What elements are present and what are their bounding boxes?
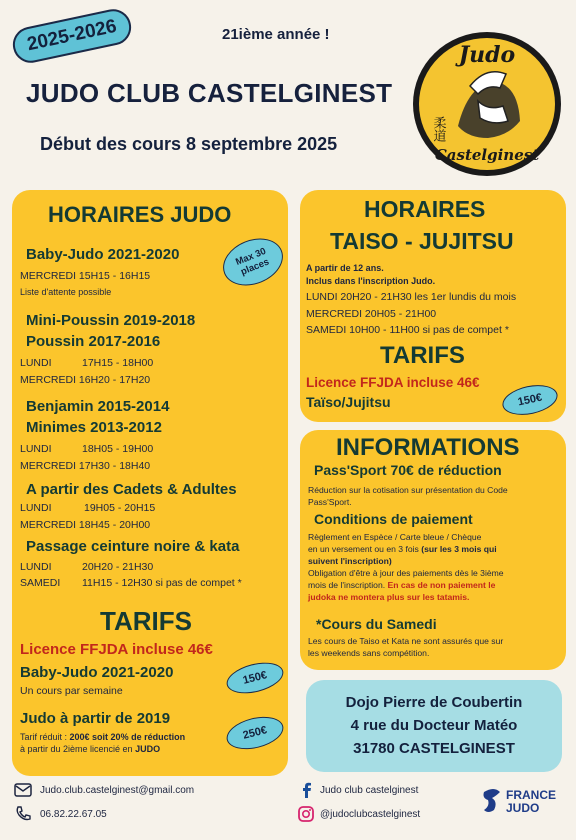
- kata-day-1: LUNDI: [20, 561, 52, 573]
- facebook-icon: [300, 782, 314, 798]
- phone-icon: [14, 806, 32, 822]
- cadets-day-1: LUNDI: [20, 502, 52, 514]
- taiso-included: Inclus dans l'inscription Judo.: [306, 276, 436, 286]
- sat-title: *Cours du Samedi: [316, 616, 437, 632]
- tarif-baby-title: Baby-Judo 2021-2020: [20, 664, 174, 681]
- pay-text-2: [308, 544, 497, 556]
- kata-time-1: 20H20 - 21H30: [82, 561, 154, 573]
- cadets-schedule-2: MERCREDI 18H45 - 20H00: [20, 519, 151, 531]
- baby-schedule: MERCREDI 15H15 - 16H15: [20, 270, 151, 282]
- judo-tarifs-title: TARIFS: [100, 606, 192, 636]
- pay-text-2-bold: (sur les 3 mois qui: [421, 544, 497, 554]
- mini-title-2: Poussin 2017-2016: [26, 333, 161, 350]
- cadets-time-1: 19H05 - 20H15: [84, 502, 156, 514]
- dojo-name: Dojo Pierre de Coubertin: [345, 694, 523, 711]
- benj-title-2: Minimes 2013-2012: [26, 419, 162, 436]
- info-title: INFORMATIONS: [336, 434, 520, 461]
- sat-text-2: les weekends sans compétition.: [308, 648, 430, 658]
- mini-schedule-2: MERCREDI 16H20 - 17H20: [20, 374, 151, 386]
- brand-line-2: JUDO: [506, 801, 540, 815]
- judo-title: HORAIRES JUDO: [48, 202, 232, 227]
- tarif-reduit-line1: [20, 732, 185, 742]
- pay-text-3: suivent l'inscription): [308, 556, 392, 566]
- baby-note: Liste d'attente possible: [20, 287, 112, 297]
- pay-text-1: Règlement en Espèce / Carte bleue / Chèque: [308, 532, 482, 542]
- info-card: [300, 430, 566, 670]
- tarif-reduit-line2-bold: JUDO: [135, 744, 161, 754]
- mini-day-1: LUNDI: [20, 357, 52, 369]
- mini-title-1: Mini-Poussin 2019-2018: [26, 312, 196, 329]
- taiso-label: Taïso/Jujitsu: [306, 394, 391, 410]
- price-baby-badge: 150€: [223, 657, 286, 698]
- judo-licence: Licence FFJDA incluse 46€: [20, 641, 213, 658]
- start-date: Début des cours 8 septembre 2025: [40, 134, 338, 154]
- pay-text-4: Obligation d'être à jour des paiements dès le 3ième: [308, 568, 504, 578]
- logo-bottom-text: Castelginest: [434, 146, 540, 164]
- pass-title: Pass'Sport 70€ de réduction: [314, 462, 502, 478]
- tarif-reduit-line2: [20, 744, 160, 754]
- instagram-icon: [298, 806, 314, 822]
- email-link[interactable]: Judo.club.castelginest@gmail.com: [40, 785, 195, 796]
- taiso-tarifs-title: TARIFS: [380, 342, 465, 369]
- pay-text-5: [308, 580, 495, 592]
- season-badge: 2025-2026: [10, 6, 135, 66]
- price-taiso-badge: 150€: [500, 380, 561, 419]
- tarif-baby-sub: Un cours par semaine: [20, 685, 123, 697]
- club-logo: [408, 26, 566, 182]
- phone-number[interactable]: 06.82.22.67.05: [40, 809, 107, 820]
- brand-line-1: FRANCE: [506, 788, 556, 802]
- tarif-judo-title: Judo à partir de 2019: [20, 710, 171, 727]
- taiso-schedule-3: SAMEDI 10H00 - 11H00 si pas de compet *: [306, 324, 509, 336]
- facebook-link[interactable]: Judo club castelginest: [320, 785, 419, 796]
- pay-title: Conditions de paiement: [314, 511, 473, 527]
- taiso-schedule-1: LUNDI 20H20 - 21H30 les 1er lundis du mois: [306, 291, 517, 303]
- mail-icon: [14, 782, 32, 798]
- benj-schedule-2: MERCREDI 17H30 - 18H40: [20, 460, 151, 472]
- france-judo-logo-icon: [480, 786, 504, 816]
- pay-text-5-red: En cas de non paiement le: [387, 580, 496, 590]
- club-name: JUDO CLUB CASTELGINEST: [26, 78, 393, 108]
- logo-kanji: 柔道: [430, 116, 446, 142]
- pay-text-5-plain: mois de l'inscription.: [308, 580, 388, 590]
- tarif-reduit-line2-text: à partir du 2ième licencié en: [20, 744, 136, 754]
- taiso-schedule-2: MERCREDI 20H05 - 21H00: [306, 308, 437, 320]
- kata-day-2: SAMEDI: [20, 577, 61, 589]
- benj-title-1: Benjamin 2015-2014: [26, 398, 170, 415]
- tarif-reduit-label: Tarif réduit :: [20, 732, 70, 742]
- instagram-link[interactable]: @judoclubcastelginest: [320, 809, 421, 820]
- taiso-licence: Licence FFJDA incluse 46€: [306, 375, 480, 390]
- mini-time-1: 17H15 - 18H00: [82, 357, 154, 369]
- pass-text-2: Pass'Sport.: [308, 497, 352, 507]
- pass-text-1: Réduction sur la cotisation sur présentation du Code: [308, 485, 508, 495]
- tarif-reduit-value: 200€ soit 20% de réduction: [69, 732, 186, 742]
- baby-title: Baby-Judo 2021-2020: [26, 246, 180, 263]
- taiso-title-1: HORAIRES: [364, 196, 486, 222]
- sat-text-1: Les cours de Taiso et Kata ne sont assurés que sur: [308, 636, 504, 646]
- dojo-street: 4 rue du Docteur Matéo: [350, 717, 518, 734]
- dojo-city: 31780 CASTELGINEST: [353, 740, 515, 757]
- dojo-address-card: [306, 680, 562, 772]
- taiso-title-2: TAISO - JUJITSU: [330, 228, 514, 254]
- logo-top-text: Judo: [458, 42, 516, 68]
- pay-text-6: judoka ne montera plus sur les tatamis.: [308, 592, 470, 602]
- benj-day-1: LUNDI: [20, 443, 52, 455]
- cadets-title: A partir des Cadets & Adultes: [26, 481, 237, 498]
- taiso-age: A partir de 12 ans.: [306, 263, 384, 273]
- price-judo-badge: 250€: [223, 711, 287, 754]
- edition-label: 21ième année !: [222, 26, 330, 43]
- pay-text-2-plain: en un versement ou en 3 fois: [308, 544, 422, 554]
- max-places-badge: Max 30 places: [216, 230, 290, 294]
- kata-time-2: 11H15 - 12H30 si pas de compet *: [82, 577, 242, 589]
- benj-time-1: 18H05 - 19H00: [82, 443, 154, 455]
- kata-title: Passage ceinture noire & kata: [26, 538, 240, 555]
